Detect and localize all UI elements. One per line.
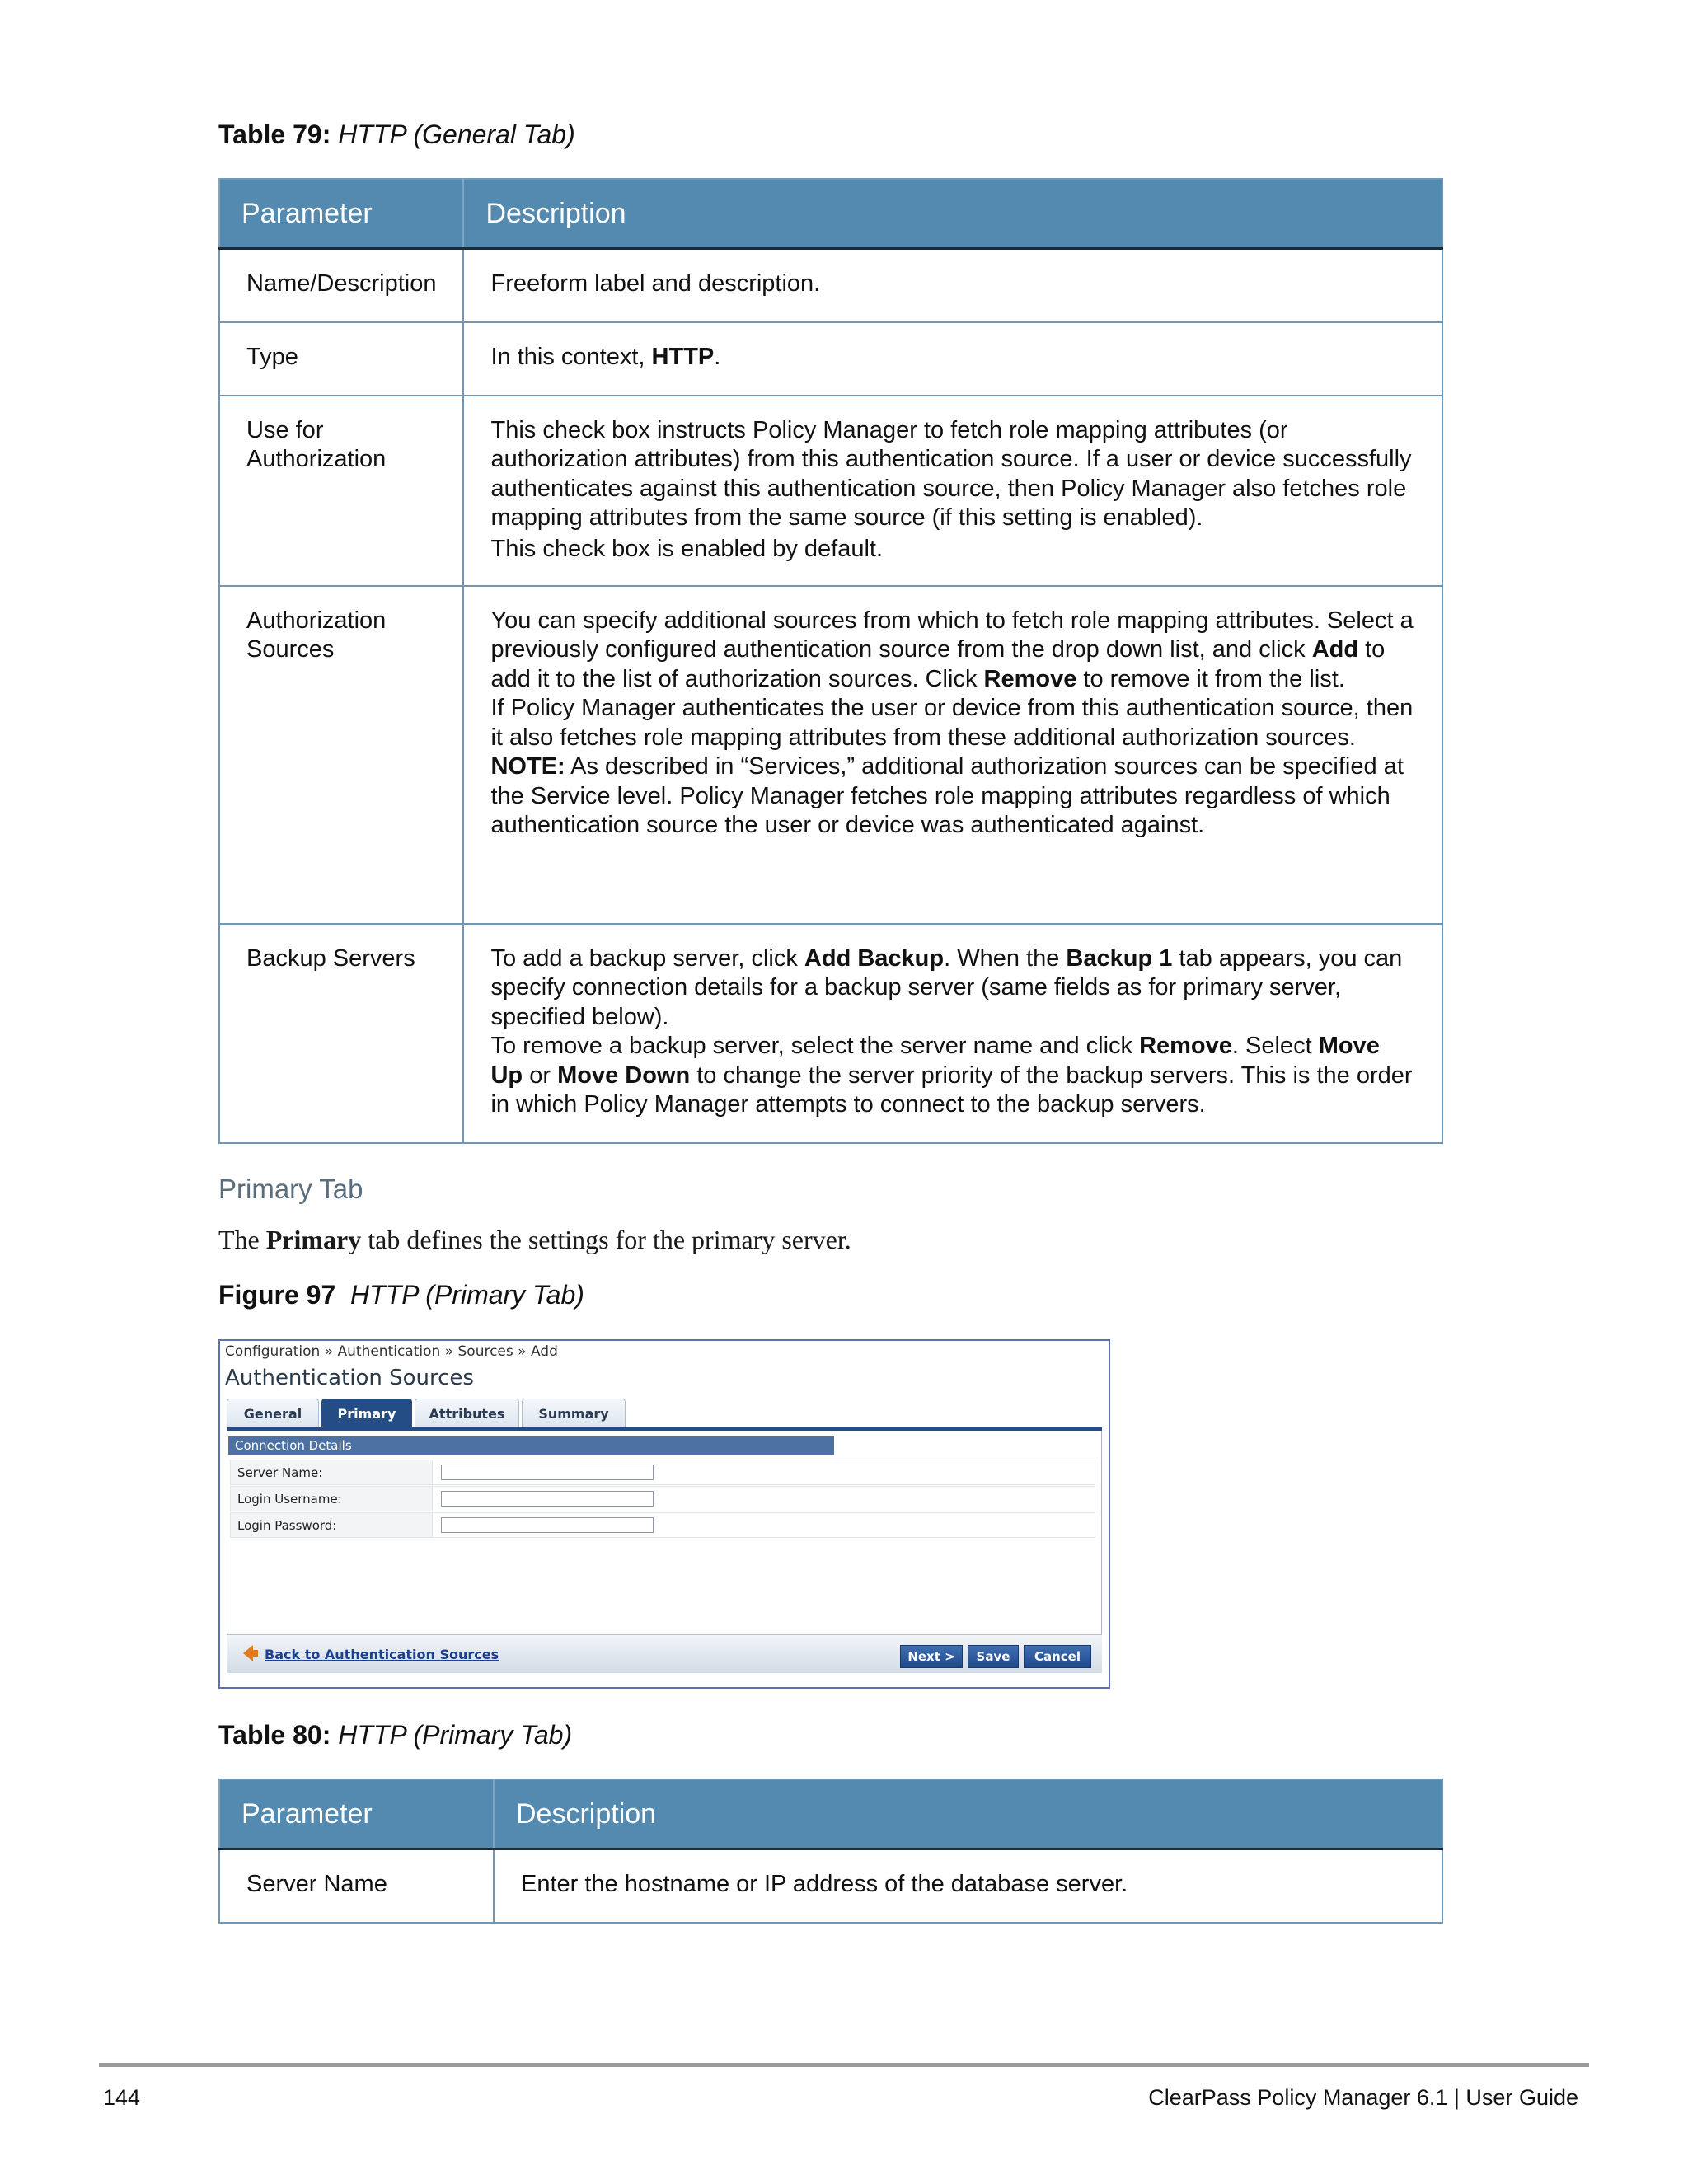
param-cell: Server Name [219, 1849, 494, 1923]
table-79-label: Table 79: [218, 120, 331, 149]
server-name-input[interactable] [441, 1465, 654, 1480]
login-password-input[interactable] [441, 1517, 654, 1533]
back-arrow-icon [241, 1643, 260, 1663]
field-label: Login Password: [231, 1513, 433, 1537]
section-heading: Primary Tab [218, 1174, 363, 1204]
table-79-title: HTTP (General Tab) [338, 120, 575, 149]
back-link[interactable]: Back to Authentication Sources [265, 1647, 499, 1662]
page-title: Authentication Sources [225, 1366, 474, 1390]
figure-97-title: HTTP (Primary Tab) [350, 1280, 584, 1310]
page-number: 144 [103, 2085, 141, 2110]
param-cell: Type [219, 322, 463, 396]
desc-cell: This check box instructs Policy Manager to fetch role mapping attributes (or authorization attributes) from this authentication source. If a user or device successfully authenticates against this authentication source, then Policy Manager also fetches role mapping attributes from the same source (if this setting is enabled). This check box is enabled by default. [463, 396, 1442, 586]
tab-bar [227, 1399, 628, 1428]
table-row [219, 396, 1442, 586]
cancel-button[interactable]: Cancel [1024, 1645, 1091, 1668]
form-row-login-password [230, 1512, 1095, 1538]
param-cell: Use for Authorization [219, 396, 463, 586]
tab-general[interactable]: General [227, 1399, 319, 1427]
param-cell: Name/Description [219, 249, 463, 322]
tab-attributes[interactable]: Attributes [415, 1399, 519, 1427]
desc-cell: Enter the hostname or IP address of the database server. [494, 1849, 1442, 1923]
table-79-caption [218, 120, 575, 150]
footer-divider [99, 2063, 1589, 2067]
section-header: Connection Details [228, 1436, 834, 1455]
column-header-description: Description [494, 1779, 1442, 1849]
table-80-title: HTTP (Primary Tab) [338, 1720, 573, 1750]
table-row [219, 586, 1442, 924]
param-cell: Backup Servers [219, 924, 463, 1143]
table-row [219, 924, 1442, 1143]
tab-summary[interactable]: Summary [522, 1399, 626, 1427]
save-button[interactable]: Save [968, 1645, 1019, 1668]
next-button[interactable]: Next > [900, 1645, 963, 1668]
column-header-description: Description [463, 179, 1442, 249]
footer-title: ClearPass Policy Manager 6.1 | User Guide [1148, 2085, 1578, 2110]
table-79 [218, 178, 1443, 1144]
table-80 [218, 1779, 1443, 1924]
desc-cell: In this context, HTTP. [463, 322, 1442, 396]
login-username-input[interactable] [441, 1491, 654, 1507]
field-label: Login Username: [231, 1487, 433, 1511]
tab-primary[interactable]: Primary [321, 1399, 412, 1427]
table-80-label: Table 80: [218, 1720, 331, 1750]
table-80-caption [218, 1720, 572, 1750]
table-row [219, 1849, 1442, 1923]
desc-cell: To add a backup server, click Add Backup. When the Backup 1 tab appears, you can specify connection details for a backup server (same fields as for primary server, specified below). To remove a backup server, select the server name and click Remove. Select Move Up or Move Down to change the server priority of the backup servers. This is the order in which Policy Manager attempts to connect to the backup servers. [463, 924, 1442, 1143]
action-bar [227, 1634, 1102, 1673]
desc-cell: Freeform label and description. [463, 249, 1442, 322]
figure-97-caption [218, 1280, 584, 1310]
field-label: Server Name: [231, 1460, 433, 1484]
section-text: The Primary tab defines the settings for the primary server. [218, 1225, 851, 1254]
table-header-row [219, 1779, 1442, 1849]
breadcrumb: Configuration » Authentication » Sources » Add [225, 1343, 558, 1360]
desc-cell: You can specify additional sources from which to fetch role mapping attributes. Select a previously configured authentication source from the drop down list, and click Add to add it to the list of authorization sources. Click Remove to remove it from the list. If Policy Manager authenticates the user or device from this authentication source, then it also fetches role mapping attributes from these additional authorization sources. NOTE: As described in “Services,” additional authorization sources can be specified at the Service level. Policy Manager fetches role mapping attributes regardless of which authentication source the user or device was authenticated against. [463, 586, 1442, 924]
table-row [219, 249, 1442, 322]
param-cell: Authorization Sources [219, 586, 463, 924]
column-header-parameter: Parameter [219, 179, 463, 249]
column-header-parameter: Parameter [219, 1779, 494, 1849]
table-header-row [219, 179, 1442, 249]
table-row [219, 322, 1442, 396]
form-row-server-name [230, 1460, 1095, 1485]
form-row-login-username [230, 1486, 1095, 1511]
figure-97-label: Figure 97 [218, 1280, 336, 1310]
screenshot-figure [218, 1339, 1110, 1689]
